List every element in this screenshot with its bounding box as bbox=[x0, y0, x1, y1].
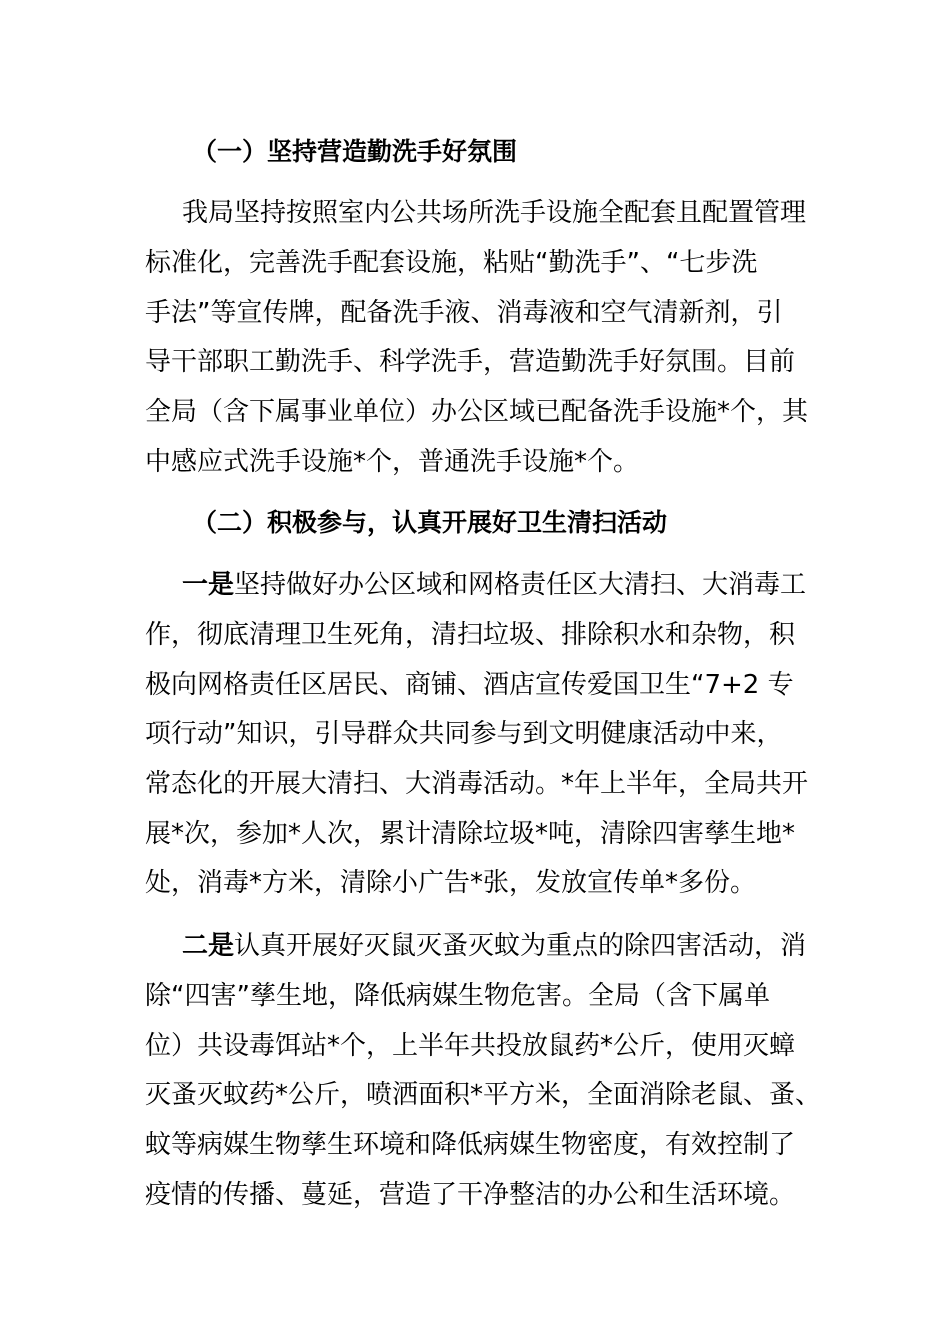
section-2-para-1-line-7: 处，消毒*方米，清除小广告*张，发放宣传单*多份。 bbox=[145, 868, 757, 898]
section-1-line-6: 中感应式洗手设施*个，普通洗手设施*个。 bbox=[145, 447, 640, 477]
section-2-para-2-line-6: 疫情的传播、蔓延，营造了干净整洁的办公和生活环境。 bbox=[145, 1180, 796, 1210]
section-2-para-2-line-2: 除“四害”孳生地，降低病媒生物危害。全局（含下属单 bbox=[145, 981, 770, 1011]
section-1-line-5: 全局（含下属事业单位）办公区域已配备洗手设施*个，其 bbox=[145, 397, 809, 427]
section-2-para-2-line-4: 灭蚤灭蚊药*公斤，喷洒面积*平方米，全面消除老鼠、蚤、 bbox=[145, 1080, 822, 1110]
section-1-heading: （一）坚持营造勤洗手好氛围 bbox=[192, 137, 518, 166]
section-1-line-2: 标准化，完善洗手配套设施，粘贴“勤洗手”、“七步洗 bbox=[145, 248, 758, 278]
section-2-para-1-line-3: 极向网格责任区居民、商铺、酒店宣传爱国卫生“7+2 专 bbox=[145, 670, 794, 700]
section-2-para-2-line-3: 位）共设毒饵站*个，上半年共投放鼠药*公斤，使用灭蟑 bbox=[145, 1031, 796, 1061]
section-2-para-1-line-4: 项行动”知识，引导群众共同参与到文明健康活动中来， bbox=[145, 719, 783, 749]
section-2-para-2-line-1 bbox=[182, 929, 806, 963]
para-2-first-text: 认真开展好灭鼠灭蚤灭蚊为重点的除四害活动，消 bbox=[234, 931, 807, 961]
section-1-line-4: 导干部职工勤洗手、科学洗手，营造勤洗手好氛围。目前 bbox=[145, 347, 796, 377]
section-2-para-1-line-1 bbox=[182, 568, 806, 602]
section-2-para-1-line-6: 展*次，参加*人次，累计清除垃圾*吨，清除四害孳生地* bbox=[145, 819, 796, 849]
section-2-para-1-line-2: 作，彻底清理卫生死角，清扫垃圾、排除积水和杂物，积 bbox=[145, 620, 796, 650]
para-2-lead: 二是 bbox=[182, 931, 235, 961]
para-1-lead: 一是 bbox=[182, 570, 235, 600]
section-2-heading: （二）积极参与，认真开展好卫生清扫活动 bbox=[192, 508, 668, 537]
section-2-para-1-line-5: 常态化的开展大清扫、大消毒活动。*年上半年，全局共开 bbox=[145, 769, 809, 799]
section-1-line-1: 我局坚持按照室内公共场所洗手设施全配套且配置管理 bbox=[182, 198, 807, 228]
para-1-first-text: 坚持做好办公区域和网格责任区大清扫、大消毒工 bbox=[234, 570, 807, 600]
section-2-para-2-line-5: 蚊等病媒生物孳生环境和降低病媒生物密度，有效控制了 bbox=[145, 1130, 796, 1160]
section-1-line-3: 手法”等宣传牌，配备洗手液、消毒液和空气清新剂，引 bbox=[145, 298, 783, 328]
